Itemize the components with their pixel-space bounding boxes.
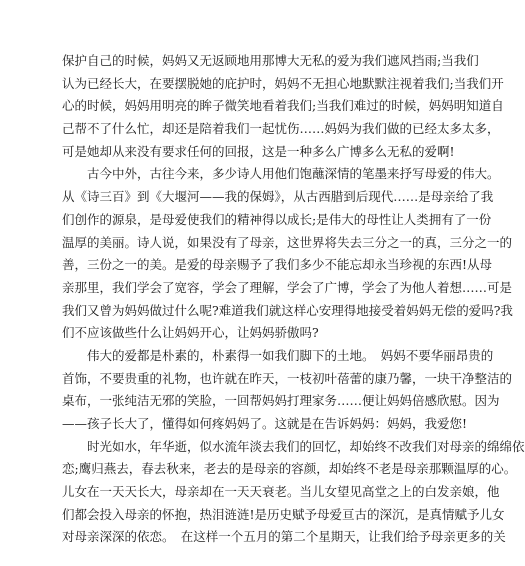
paragraph-2 [62,163,513,345]
text-line: 伟大的爱都是朴素的，朴素得一如我们脚下的土地。 妈妈不要华丽昂贵的 [87,347,494,363]
text-line: 可是她却从来没有要求任何的回报，这是一种多么广博多么无私的爱啊! [62,143,455,159]
text-line: 己帮不了什么忙，却还是陪着我们一起忧伤……妈妈为我们做的已经太多太多， [62,121,500,137]
text-line: 对母亲深深的依恋。 在这样一个五月的第二个星期天，让我们给予母亲更多的关 [62,529,506,545]
text-line: 们不应该做些什么让妈妈开心，让妈妈骄傲吗? [62,325,319,341]
text-line: 桌布，一张纯洁无邪的笑脸，一回帮妈妈打理家务……便让妈妈倍感欣慰。因为 [62,393,500,409]
text-line: 时光如水，年华逝，似水流年淡去我们的回忆，却始终不改我们对母亲的绵绵依 [87,438,525,454]
text-line: ——孩子长大了，懂得如何疼妈妈了。这就是在告诉妈妈：妈妈，我爱您! [62,416,468,431]
text-line: 古今中外，古往今来，多少诗人用他们饱蘸深情的笔墨来抒写母爱的伟大。 [87,166,500,182]
text-line: 善，三份之一的美。是爱的母亲赐予了我们多少不能忘却永当珍视的东西!从母 [62,257,493,273]
text-line: 恋;鹰归燕去，春去秋来，老去的是母亲的容颜，却始终不老是母亲那颗温厚的心。 [62,461,517,477]
paragraph-1 [62,50,504,163]
text-line: 亲那里，我们学会了宽容，学会了理解，学会了广博，学会了为他人着想……可是 [62,279,513,295]
paragraph-3 [62,345,513,436]
text-line: 保护自己的时候，妈妈又无返顾地用那博大无私的爱为我们遮风挡雨;当我们 [62,53,479,68]
text-line: 温厚的美丽。诗人说，如果没有了母亲，这世界将失去三分之一的真，三分之一的 [62,234,513,250]
paragraph-4 [62,436,525,549]
text-line: 首饰，不要贵重的礼物，也许就在昨天，一枝初叶蓓蕾的康乃馨，一块干净整洁的 [62,370,513,386]
text-line: 儿女在一天天长大，母亲却在一天天衰老。当儿女望见高堂之上的白发亲娘，他 [62,484,500,500]
text-line: 我们又曾为妈妈做过什么呢?难道我们就这样心安理得地接受着妈妈无偿的爱吗?我 [62,302,513,318]
article-body [62,50,525,549]
text-line: 心的时候，妈妈用明亮的眸子微笑地看着我们;当我们难过的时候，妈妈明知道自 [62,98,504,114]
text-line: 们创作的源泉，是母爱使我们的精神得以成长;是伟大的母性让人类拥有了一份 [62,211,492,227]
text-line: 从《诗三百》到《大堰河——我的保姆》，从古西腊到后现代……是母亲给了我 [62,189,494,205]
text-line: 认为已经长大，在要摆脱她的庇护时，妈妈不无担心地默默注视着我们;当我们开 [62,75,504,91]
text-line: 们都会投入母亲的怀抱，热泪涟涟!是历史赋予母爱亘古的深沉，是真情赋予儿女 [62,506,505,522]
